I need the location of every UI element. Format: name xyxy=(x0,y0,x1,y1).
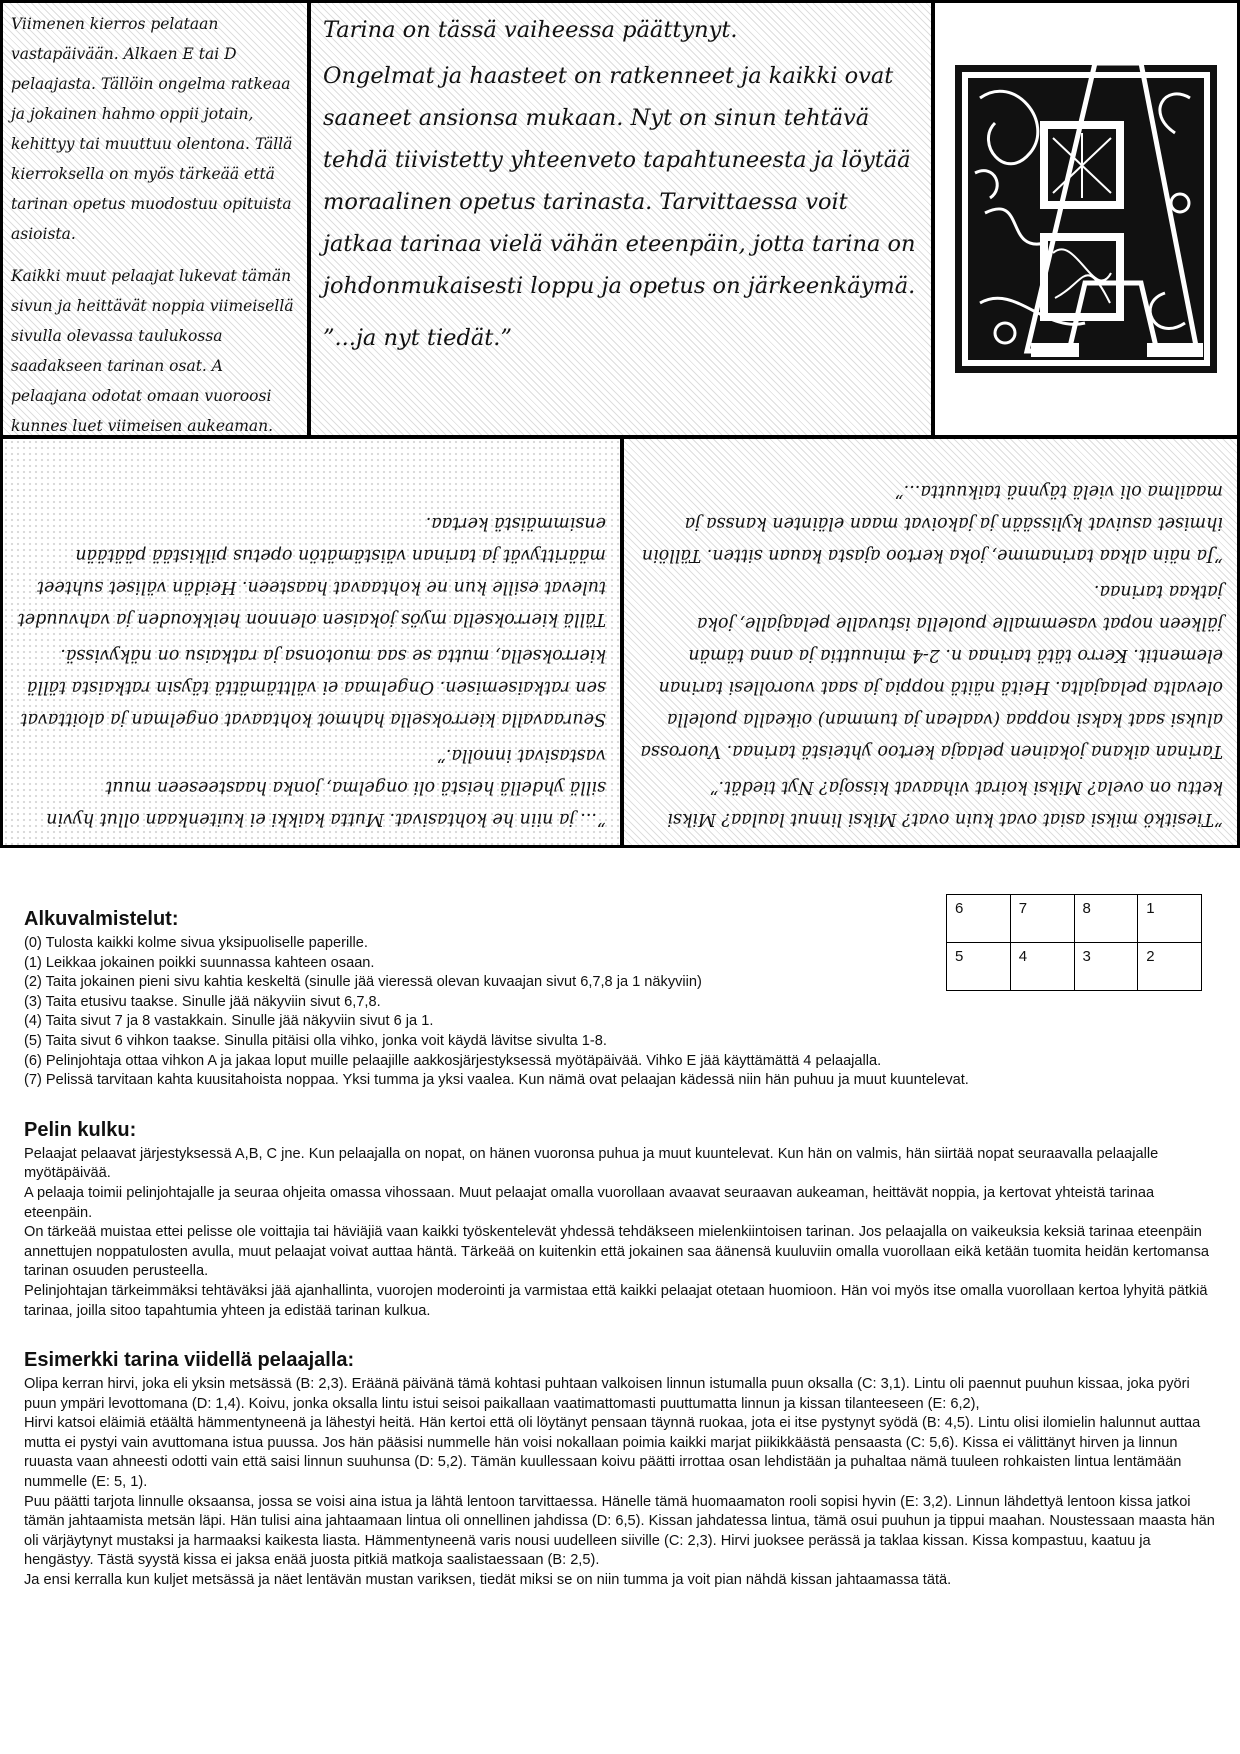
gameplay-paragraph: A pelaaja toimii pelinjohtajalle ja seuraa ohjeita omassa vihossaan. Muut pelaajat omalla vuorollaan avaavat seuraavan aukeaman, heittävät noppia, ja kertovat yhteistä tarinaa eteenpäin. xyxy=(24,1184,1155,1221)
final-round-paragraph: Viimenen kierros pelataan vastapäivään. Alkaen E tai D pelaajasta. Tällöin ongelma ratkeaa ja jokainen hahmo oppii jotain, kehittyy tai muuttuu olentona. Tällä kierroksella on myös tärkeää että tarinan opetus muodostuu opituista asioista. xyxy=(11,15,293,243)
intro-quote: ”Tiesitkö miksi asiat ovat kuin ovat? Miksi linnut laulaa? Miksi kettu on ovela? Miksi koirat vihaavat kissoja? Nyt tiedät.” xyxy=(667,777,1223,829)
preparation-step: (6) Pelinjohtaja ottaa vihkon A ja jakaa loput muille pelaajille aakkosjärjestyksessä myötäpäivää. Vihko E jää käyttämättä 4 pelaajalla. xyxy=(24,1052,882,1069)
story-ending-body: Ongelmat ja haasteet on ratkenneet ja kaikki ovat saaneet ansionsa mukaan. Nyt on sinun tehtävä tehdä tiivistetty yhteenveto tapahtuneesta ja löytää moraalinen opetus tarinasta. Tarvittaessa voit jatkaa tarinaa vielä vähän eteenpäin, jotta tarina on johdonmukaisesti loppu ja opetus on järkeenkäymä. xyxy=(323,63,916,299)
rotated-text-block xyxy=(3,439,620,845)
example-paragraph: Puu päätti tarjota linnulle oksaansa, jossa se voisi aina istua ja lähtä lentoon tarvittaessa. Hänelle tämä huomaamaton rooli sopisi hyvin (E: 3,2). Linnun lähdettyä lentoon kissa jatkoi tämän jahtaamista metsän läpi. Hän tulisi aina jahtaamaan lintua oli onnellinen jahdissa (D: 6,5). Kissan jahdatessa lintua, tämä osui puuhun ja tippui maahan. Noustessaan maasta hän oli värjäytynyt mustaksi ja harmaaksi kaikesta liasta. Hämmentyneenä varis nousi uudelleen siiville (C: 2,3). Hirvi juoksee perässä ja taklaa kissan. Kissa kompastuu, kaatuu ja hengästyy. Tästä syystä kissa ei jaksa enää juosta pitkiä matkoja saalistaessaan (B: 2,5). xyxy=(24,1493,1215,1569)
other-players-paragraph: Kaikki muut pelaajat lukevat tämän sivun ja heittävät noppia viimeisellä sivulla olevassa taulukossa saadakseen tarinan osat. A pelaajana odotat omaan vuoroosi kunnes luet viimeisen aukeaman. xyxy=(11,267,294,435)
grid-cell: 8 xyxy=(1074,895,1138,943)
story-start-quote: ”Ja näin alkaa tarinamme, joka kertoo ajasta kauan sitten. Tällöin ihmiset asuivat kylissään ja jakoivat maan eläinten kanssa ja maailma oli vielä täynnä taikuutta...” xyxy=(641,481,1223,565)
example-paragraph: Olipa kerran hirvi, joka eli yksin metsässä (B: 2,3). Eräänä päivänä tämä kohtasi puhtaan valkoisen linnun istumalla puun oksalla (C: 3,1). Lintu oli paennut puuhun kissaa, joka pyöri puun ympäri levottomana (D: 1,4). Koivu, jonka oksalla lintu istui seisoi paikallaan vaatimattomasti puuttumatta linnun ja kissan tilanteeseen (E: 6,2), xyxy=(24,1376,1190,1412)
grid-cell: 4 xyxy=(1010,943,1074,991)
grid-cell: 2 xyxy=(1138,943,1202,991)
story-ending-closing: ”...ja nyt tiedät.” xyxy=(323,325,512,351)
gameplay-paragraph: Pelaajat pelaavat järjestyksessä A,B, C jne. Kun pelaajalla on nopat, on hänen vuoronsa puhua ja muut kuuntelevat. Kun hän on valmis, hän siirtää nopat seuraavalla pelaajalle myötäpäivää. xyxy=(24,1145,1159,1182)
top-right-panel xyxy=(932,0,1240,438)
final-round-instructions xyxy=(11,9,299,438)
bottom-right-panel xyxy=(621,436,1240,848)
preparation-step: (2) Taita jokainen pieni sivu kahtia keskeltä (sinulle jää vieressä olevan kuvaajan sivut 6,7,8 ja 1 näkyviin) xyxy=(24,974,702,991)
gameplay-paragraph: Pelinjohtajan tärkeimmäksi tehtäväksi jää ajanhallinta, vuorojen moderointi ja varmistaa että kaikki pelaajat otetaan huomioon. Hän voi myös itse omalla vuorollaan kertoa lyhyitä pätkiä tarinaa, joilla sitoo tapahtumia yhteen ja edistää tarinan kulkua. xyxy=(24,1282,1208,1319)
top-left-panel xyxy=(0,0,310,438)
round-one-instructions xyxy=(638,475,1223,835)
strengths-paragraph: Tällä kierroksella myös jokaisen olennon heikkouden ja vahvuudet tulevat esille kun ne kohtaavat haasteen. Heidän väliset suhteet määrittyvät ja tarinan väistämätön opetus pilkistää päätään ensimmäistä kertaa. xyxy=(17,513,606,629)
grid-cell: 6 xyxy=(947,895,1011,943)
problem-round-paragraph: Seuraavalla kierroksella hahmot kohtaavat ongelman ja aloittavat sen ratkaisemisen. Ongelmaa ei välttämättä täysin ratkaista tällä kierroksella, mutta se saa muotonsa ja ratkaisu on näkyvissä. xyxy=(20,645,606,729)
preparation-step: (4) Taita sivut 7 ja 8 vastakkain. Sinulle jää näkyviin sivut 6 ja 1. xyxy=(24,1013,434,1030)
example-section xyxy=(24,1347,1220,1591)
preparation-step: (1) Leikkaa jokainen poikki suunnassa kahteen osaan. xyxy=(24,954,375,971)
grid-cell: 3 xyxy=(1074,943,1138,991)
example-heading: Esimerkki tarina viidellä pelaajalla: xyxy=(24,1349,355,1372)
rotated-text-block xyxy=(624,439,1237,845)
bottom-left-panel xyxy=(0,436,623,848)
top-middle-panel xyxy=(308,0,934,438)
instructions-section xyxy=(24,906,1220,1591)
grid-cell: 7 xyxy=(1010,895,1074,943)
story-ending-text xyxy=(323,9,921,359)
meeting-quote: ”... ja niin he kohtasivat. Mutta kaikki ei kuitenkaan ollut hyvin sillä yhdellä heistä oli ongelma, jonka haasteeseen muut vastasivat innolla.” xyxy=(46,745,606,829)
preparations-section xyxy=(24,906,1220,1091)
gameplay-section xyxy=(24,1117,1220,1321)
example-paragraph: Ja ensi kerralla kun kuljet metsässä ja näet lentävän mustan variksen, tiedät miksi se on niin tumma ja voit pian nähdä kissan jahtaamassa tätä. xyxy=(24,1572,952,1589)
preparations-heading: Alkuvalmistelut: xyxy=(24,908,179,930)
grid-cell: 5 xyxy=(947,943,1011,991)
preparation-step: (3) Taita etusivu taakse. Sinulle jää näkyviin sivut 6,7,8. xyxy=(24,993,381,1010)
gameplay-heading: Pelin kulku: xyxy=(24,1118,137,1141)
illuminated-initial-a-icon xyxy=(935,3,1237,435)
example-paragraph: Hirvi katsoi eläimiä etäältä hämmentyneenä ja lähestyi heitä. Hän kertoi että oli löytänyt pensaan täynnä ruokaa, jota ei itse pystynyt syödä (B: 4,5). Lintu olisi ilomielin halunnut auttaa mutta ei pystyi vain avuttomana istua puussa. Jos hän pääsisi nummelle hän voisi nokallaan poimia kaikki marjat piikikkäästä pensaasta (C: 5,6). Kissa ei välittänyt hirven ja linnun ruuasta vaan ahneesti odotti vain että saisi linnun suuhunsa (D: 5,2). Tämän kuullessaan koivu päätti irrottaa osan lehdistään ja puhaltaa nämä tuuleen rohkaisten lintua lentämään nummelle (E: 5, 1). xyxy=(24,1415,1201,1491)
grid-cell: 1 xyxy=(1138,895,1202,943)
gameplay-paragraph: On tärkeää muistaa ettei pelisse ole voittajia tai häviäjiä vaan kaikki työskentelevät yhdessä tehdäkseen mielenkiintoisen tarinan. Jos pelaajalla on vaikeuksia keksiä tarinaa eteenpäin annettujen noppatulosten avulla, muut pelaajat voivat auttaa häntä. Tärkeää on kuitenkin että jokainen saa äänensä kuuluviin omalla vuorollaan eikä ketään tuomita heidän kertomansa tarinan osuuden perusteella. xyxy=(24,1224,1210,1280)
story-ending-lead: Tarina on tässä vaiheessa päättynyt. xyxy=(323,17,738,43)
preparation-step: (5) Taita sivut 6 vihkon taakse. Sinulla pitäisi olla vihko, jonka voit käydä lävitse sivulta 1-8. xyxy=(24,1032,607,1049)
round-two-instructions xyxy=(17,507,606,835)
preparation-step: (7) Pelissä tarvitaan kahta kuusitahoista noppaa. Yksi tumma ja yksi vaalea. Kun nämä ovat pelaajan kädessä niin hän puhuu ja muut kuuntelevat. xyxy=(24,1072,969,1089)
preparation-step: (0) Tulosta kaikki kolme sivua yksipuoliselle paperille. xyxy=(24,935,368,951)
turn-rules-paragraph: Tarinan aikana jokainen pelaaja kertoo yhteistä tarinaa. Vuorossa aluksi saat kaksi noppaa (vaalean ja tumman) oikealla puolella olevalta pelaajalta. Heitä näitä noppia ja saat vuorollesi tarinan elementit. Kerro tätä tarinaa n. 2-4 minuuttia ja anna tämän jälkeen nopat vasemmalle puolella istuvalle pelaajalle, joka jatkaa tarinaa. xyxy=(640,581,1223,761)
